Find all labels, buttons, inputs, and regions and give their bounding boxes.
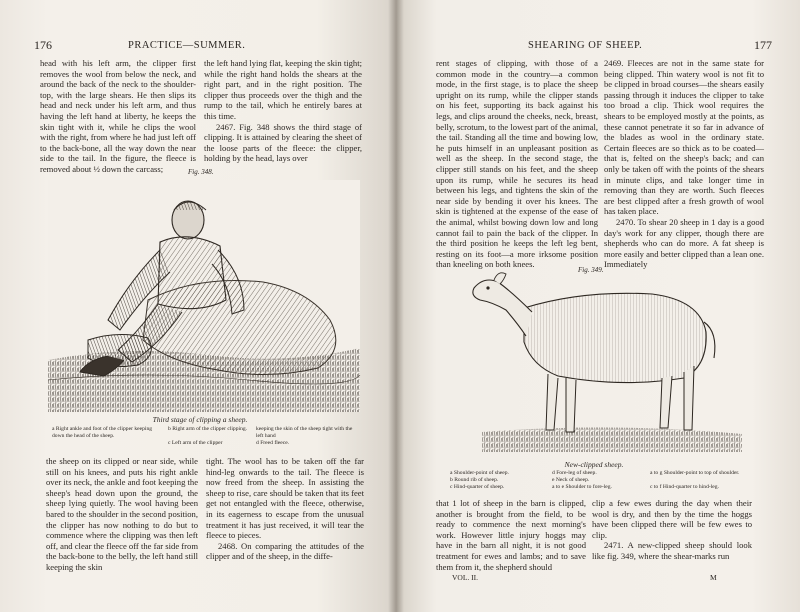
left-col2-top-para2: 2467. Fig. 348 shows the third stage of clipping. It is attained by clearing the sheet of the loose parts of the fleece: the clipper, holding by the head, lays over [204, 121, 362, 164]
legend-item: a Right ankle and foot of the clipper keeping down the head of the sheep. [52, 426, 153, 439]
legend-item: b Round rib of sheep. [450, 477, 499, 483]
left-page [0, 0, 396, 612]
left-col2-bottom-para2: 2468. On comparing the attitudes of the clipper and of the sheep, in the diffe- [206, 540, 364, 562]
signature-mark: M [710, 573, 717, 582]
right-col2-top-text: 2469. Fleeces are not in the same state for being clipped. Thin watery wool is not fit to be clipped in broad courses—the shears easily passing through it induces the clipper to take too broad a clip. Thick wool requires the shears to be employed mostly at the points, as these cannot penetrate it so far in advance of the blades as wool in the ordinary state. Certain fleeces are so thick as to be coated—that is, felted on the sheep's back; and can only be taken off with the points of the shears in minute clips, and take longer time in removing than they are worth. Such fleeces are best clipped after a fresh growth of wool has taken place. [604, 58, 764, 217]
left-running-head: PRACTICE—SUMMER. [128, 40, 246, 51]
left-col2-bottom-text: tight. The wool has to be taken off the far hind-leg onwards to the tail. The fleece is now freed from the sheep. In assisting the sheep to rise, care should be taken that its feet get not entangled with the fleece, otherwise, in its eagerness to escape from the unusual treatment it has just received, it will tear the fleece to pieces. [206, 456, 364, 541]
legend-item: d Fore-leg of sheep. [552, 470, 597, 476]
right-col1-bottom-text: that 1 lot of sheep in the barn is clipped, another is brought from the field, to be ready to commence the next morning's work. However little injury hoggs may have in the barn all night, it is not good treatment for ewes and lambs; and to save them from it, the shepherd should [436, 498, 586, 572]
legend-item: c Hind-quarter of sheep. [450, 484, 505, 490]
fig-349-label: Fig. 349. [578, 266, 604, 274]
left-col2-top [204, 58, 362, 164]
fig-348-caption: Third stage of clipping a sheep. [152, 415, 248, 424]
left-col1-top [40, 58, 196, 174]
right-col1-top-text: rent stages of clipping, with those of a common mode in the country—a common mode, in the first stage, is to place the sheep upright on its rump, while the clipper stands on his feet, supporting its back against his legs, and clips around the cheeks, neck, breast, belly, scrotum, to the lowest part of the animal, the tail. Standing all the time and bowing low, he puts himself in an unpleasant position as well as the sheep. In the second stage, the clipper still stands on his feet, and the sheep upon its rump, while he secures its head between his legs, and tightens the skin of the near side by bending it over his knees. The skin is tightened at the expense of the ease of the animal, whilst bowing down low and long cannot fail to pain the back of the clipper. In the third position he keeps the left leg bent, resting on its foot—a more irksome position than kneeling on both knees. [436, 58, 598, 270]
book-gutter [388, 0, 404, 612]
legend-item: a to g Shoulder-point to top of shoulder. [650, 470, 740, 476]
fig-348-engraving [48, 180, 360, 412]
legend-item: c to f Hind-quarter to hind-leg. [650, 484, 719, 490]
legend-item: e Neck of sheep. [552, 477, 590, 483]
right-page-number: 177 [754, 38, 772, 52]
right-col2-top [604, 58, 764, 270]
volume-footer: VOL. II. [452, 573, 479, 582]
left-col2-top-text: the left hand lying flat, keeping the skin tight; while the right hand holds the shears at the right part, and in the right position. The clipper thus proceeds over the thigh and the rump to the tail, which he entirely bares at this time. [204, 58, 362, 121]
left-page-number: 176 [34, 38, 52, 52]
right-col2-top-para2: 2470. To shear 20 sheep in 1 day is a good day's work for any clipper, though there are shepherds who can do more. A fat sheep is more easily and better clipped than a lean one. Immediately [604, 216, 764, 270]
right-running-head: SHEARING OF SHEEP. [528, 40, 643, 51]
fig-349-legend [450, 470, 750, 494]
legend-item: d Freed fleece. [256, 440, 290, 446]
legend-item: keeping the skin of the sheep tight with the left hand [256, 426, 353, 439]
right-col2-bottom [592, 498, 752, 570]
fig-349-engraving [462, 262, 762, 462]
fig-348-label: Fig. 348. [188, 168, 214, 176]
legend-item: c Left arm of the clipper [168, 440, 223, 446]
right-col2-bottom-text: clip a few ewes during the day when their wool is dry, and then by the time the hoggs have been clipped there will be few ewes to clip. [592, 498, 752, 540]
fig-349-caption: New-clipped sheep. [564, 460, 624, 469]
legend-item: a to e Shoulder to fore-leg. [552, 484, 612, 490]
left-col1-bottom [46, 456, 199, 572]
left-col1-bottom-text: the sheep on its clipped or near side, while still on his knees, and puts his right ankle over its neck, the ankle and foot keeping the sheep's head down upon the ground, the sheep lying quietly. The wool having been bared to the shoulder in the second position, the clipper has now nothing to do but to commence where the clipping was then left off, and clear the fleece off the far side from the back-bone to the belly, the left hand still keeping the skin [46, 456, 199, 572]
right-col1-bottom [436, 498, 586, 570]
fig-348-legend [52, 426, 352, 450]
left-col2-bottom [206, 456, 364, 560]
right-page [396, 0, 800, 612]
legend-item: b Right arm of the clipper clipping. [168, 426, 248, 432]
left-col1-top-text: head with his left arm, the clipper first removes the wool from below the neck, and around the back of the neck to the shoulder-top, with the large shears. He then slips its head and neck under his left arm, and thus having the left hand at liberty, he keeps the skin tight with it, while he clips the wool with the right, from where he had just left off to the back-bone, all the way down the near side to the tail. In the figure, the fleece is removed about ½ down the carcass; [40, 58, 196, 174]
legend-item: a Shoulder-point of sheep. [450, 470, 509, 476]
right-col2-bottom-para2: 2471. A new-clipped sheep should look like fig. 349, where the shear-marks run [592, 540, 752, 561]
right-col1-top [436, 58, 598, 270]
